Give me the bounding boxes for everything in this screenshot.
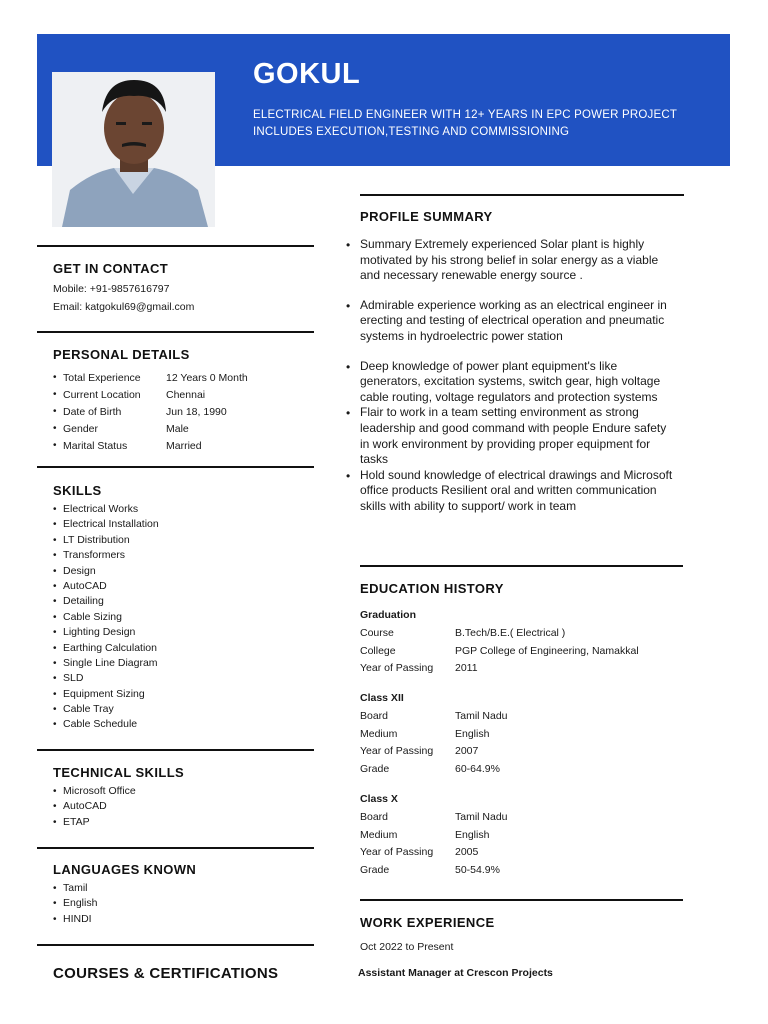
bullet-icon: •: [53, 565, 57, 577]
detail-value: Jun 18, 1990: [166, 406, 227, 418]
skill-label: AutoCAD: [63, 579, 107, 592]
edu-row: [360, 625, 680, 643]
personal-row: [53, 370, 293, 387]
class10-heading: Class X: [360, 793, 398, 805]
divider: [37, 944, 314, 946]
list-item: [53, 625, 293, 640]
skill-label: Design: [63, 564, 96, 577]
edu-row: [360, 761, 680, 779]
skill-label: SLD: [63, 672, 84, 685]
tech-skill-label: Microsoft Office: [63, 785, 136, 797]
bullet-icon: •: [53, 816, 57, 828]
edu-label: Medium: [360, 828, 398, 841]
skill-label: Lighting Design: [63, 626, 136, 639]
list-item: [53, 610, 293, 625]
summary-item: [346, 405, 678, 467]
edu-label: Board: [360, 811, 389, 823]
list-item: [53, 641, 293, 656]
bullet-icon: •: [53, 580, 57, 592]
tech-skill-label: AutoCAD: [63, 800, 107, 813]
bullet-icon: •: [53, 519, 57, 531]
skill-label: Equipment Sizing: [63, 687, 145, 700]
list-item: [53, 702, 293, 717]
detail-value: Married: [166, 440, 202, 452]
detail-label: Gender: [63, 423, 99, 435]
headline-tagline: ELECTRICAL FIELD ENGINEER WITH 12+ YEARS IN EPC POWER PROJECT INCLUDES EXECUTION,TESTING AND COMMISSIONING: [253, 109, 677, 138]
technical-skills-list: [53, 784, 293, 830]
courses-section-title: COURSES & CERTIFICATIONS: [53, 965, 279, 982]
bullet-icon: •: [346, 298, 351, 313]
divider: [37, 749, 314, 751]
skill-label: Detailing: [63, 595, 104, 608]
bullet-icon: •: [53, 657, 57, 669]
profile-photo: [52, 72, 215, 227]
profile-summary-list: [346, 237, 678, 515]
personal-details-list: [53, 370, 293, 455]
summary-item: [346, 297, 678, 345]
technical-skills-title: TECHNICAL SKILLS: [53, 765, 185, 780]
edu-label: Year of Passing: [360, 662, 434, 674]
detail-value: 12 Years 0 Month: [166, 372, 248, 384]
language-label: English: [63, 897, 98, 910]
skill-label: LT Distribution: [63, 533, 130, 546]
graduation-details: [360, 625, 680, 678]
class10-details: [360, 809, 680, 879]
divider: [360, 194, 684, 196]
bullet-icon: •: [346, 359, 351, 374]
bullet-icon: •: [53, 786, 57, 797]
edu-value: 60-64.9%: [455, 762, 500, 775]
edu-label: Board: [360, 710, 389, 722]
skill-label: Earthing Calculation: [63, 641, 157, 654]
candidate-name: GOKUL: [253, 58, 361, 90]
list-item: [53, 799, 293, 814]
languages-list: [53, 881, 293, 927]
edu-row: [360, 708, 680, 726]
contact-section-title: GET IN CONTACT: [53, 261, 169, 276]
summary-text: Admirable experience working as an electrical engineer in erecting and testing of electrical operation and pneumatic systems in hydroelectric power station: [360, 297, 667, 343]
bullet-icon: •: [53, 389, 57, 400]
detail-label: Total Experience: [63, 372, 141, 384]
bullet-icon: •: [53, 704, 57, 716]
summary-item: [346, 358, 678, 406]
edu-value: B.Tech/B.E.( Electrical ): [455, 627, 566, 639]
contact-email: Email: katgokul69@gmail.com: [53, 301, 195, 313]
personal-section-title: PERSONAL DETAILS: [53, 347, 190, 362]
list-item: [53, 687, 293, 702]
edu-row: [360, 643, 680, 661]
list-item: [53, 564, 293, 579]
bullet-icon: •: [53, 673, 57, 685]
edu-label: Grade: [360, 762, 390, 775]
edu-value: 50-54.9%: [455, 863, 500, 876]
graduation-heading: Graduation: [360, 609, 417, 621]
list-item: [53, 671, 293, 686]
skill-label: Cable Sizing: [63, 610, 122, 623]
detail-value: Chennai: [166, 389, 206, 401]
summary-text: Summary Extremely experienced Solar plant is highly motivated by his strong belief in solar energy as a viable and necessary renewable energy source .: [360, 237, 659, 283]
edu-row: [360, 660, 680, 678]
bullet-icon: •: [53, 719, 57, 731]
divider: [37, 847, 314, 849]
bullet-icon: •: [53, 611, 57, 623]
list-item: [53, 594, 293, 609]
tech-skill-label: ETAP: [63, 815, 90, 828]
edu-value: 2007: [455, 745, 479, 757]
class12-heading: Class XII: [360, 692, 404, 704]
edu-label: Course: [360, 627, 394, 639]
summary-text: Hold sound knowledge of electrical drawings and Microsoft office products Resilient oral and written communication skills with ability to support/ work in team: [360, 467, 673, 513]
edu-value: English: [455, 727, 490, 740]
edu-label: Year of Passing: [360, 745, 434, 757]
bullet-icon: •: [53, 372, 57, 383]
contact-mobile: Mobile: +91-9857616797: [53, 283, 170, 295]
edu-value: PGP College of Engineering, Namakkal: [455, 644, 639, 657]
list-item: [53, 548, 293, 563]
edu-value: English: [455, 828, 490, 841]
skill-label: Cable Schedule: [63, 718, 138, 731]
list-item: [53, 656, 293, 671]
edu-label: Grade: [360, 863, 390, 876]
bullet-icon: •: [53, 504, 57, 515]
bullet-icon: •: [53, 801, 57, 813]
list-item: [53, 784, 293, 799]
list-item: [53, 579, 293, 594]
edu-value: Tamil Nadu: [455, 811, 508, 823]
skill-label: Electrical Works: [63, 503, 139, 515]
detail-value: Male: [166, 423, 189, 435]
bullet-icon: •: [53, 406, 57, 417]
languages-section-title: LANGUAGES KNOWN: [53, 862, 197, 877]
divider: [360, 565, 683, 567]
skill-label: Single Line Diagram: [63, 656, 158, 669]
edu-row: [360, 862, 680, 880]
edu-label: Year of Passing: [360, 846, 434, 858]
skill-label: Electrical Installation: [63, 518, 159, 531]
language-label: Tamil: [63, 882, 88, 894]
divider: [37, 245, 314, 247]
list-item: [53, 912, 293, 927]
summary-item: [346, 467, 678, 515]
summary-item: [346, 237, 678, 284]
bullet-icon: •: [346, 238, 351, 252]
edu-value: 2011: [455, 662, 478, 674]
list-item: [53, 881, 293, 896]
bullet-icon: •: [53, 596, 57, 608]
bullet-icon: •: [53, 913, 57, 925]
divider: [37, 331, 314, 333]
bullet-icon: •: [53, 883, 57, 894]
skills-list: [53, 502, 293, 733]
edu-label: Medium: [360, 727, 398, 740]
list-item: [53, 533, 293, 548]
work-period: Oct 2022 to Present: [360, 941, 454, 953]
divider: [37, 466, 314, 468]
edu-value: 2005: [455, 846, 479, 858]
class12-details: [360, 708, 680, 778]
list-item: [53, 717, 293, 732]
edu-row: [360, 809, 680, 827]
bullet-icon: •: [53, 423, 57, 434]
work-role: Assistant Manager at Crescon Projects: [358, 967, 553, 979]
personal-row: [53, 421, 293, 438]
bullet-icon: •: [53, 440, 57, 451]
profile-summary-title: PROFILE SUMMARY: [360, 209, 493, 224]
edu-row: [360, 844, 680, 862]
edu-row: [360, 743, 680, 761]
bullet-icon: •: [53, 642, 57, 654]
edu-row: [360, 827, 680, 845]
personal-row: [53, 404, 293, 421]
detail-label: Date of Birth: [63, 406, 122, 418]
list-item: [53, 517, 293, 532]
language-label: HINDI: [63, 912, 92, 925]
detail-label: Current Location: [63, 389, 141, 401]
list-item: [53, 502, 293, 517]
list-item: [53, 815, 293, 830]
bullet-icon: •: [53, 550, 57, 562]
portrait-image: [52, 72, 215, 227]
bullet-icon: •: [53, 688, 57, 700]
edu-value: Tamil Nadu: [455, 710, 508, 722]
detail-label: Marital Status: [63, 440, 128, 452]
skill-label: Transformers: [63, 549, 126, 562]
bullet-icon: •: [53, 898, 57, 910]
bullet-icon: •: [53, 534, 57, 546]
edu-label: College: [360, 644, 396, 657]
edu-row: [360, 726, 680, 744]
divider: [360, 899, 683, 901]
bullet-icon: •: [346, 406, 351, 421]
list-item: [53, 896, 293, 911]
bullet-icon: •: [53, 627, 57, 639]
bullet-icon: •: [346, 468, 351, 483]
education-section-title: EDUCATION HISTORY: [360, 581, 504, 596]
summary-text: Deep knowledge of power plant equipment's like generators, excitation systems, switch gear, high voltage cable routing, voltage regulators and protection systems: [360, 358, 661, 404]
summary-text: Flair to work in a team setting environment as strong leadership and good command with people Endure safety in work environment by providing proper equipment for tasks: [360, 405, 667, 467]
personal-row: [53, 387, 293, 404]
skills-section-title: SKILLS: [53, 483, 102, 498]
personal-row: [53, 438, 293, 455]
skill-label: Cable Tray: [63, 703, 114, 716]
work-experience-title: WORK EXPERIENCE: [360, 915, 495, 930]
